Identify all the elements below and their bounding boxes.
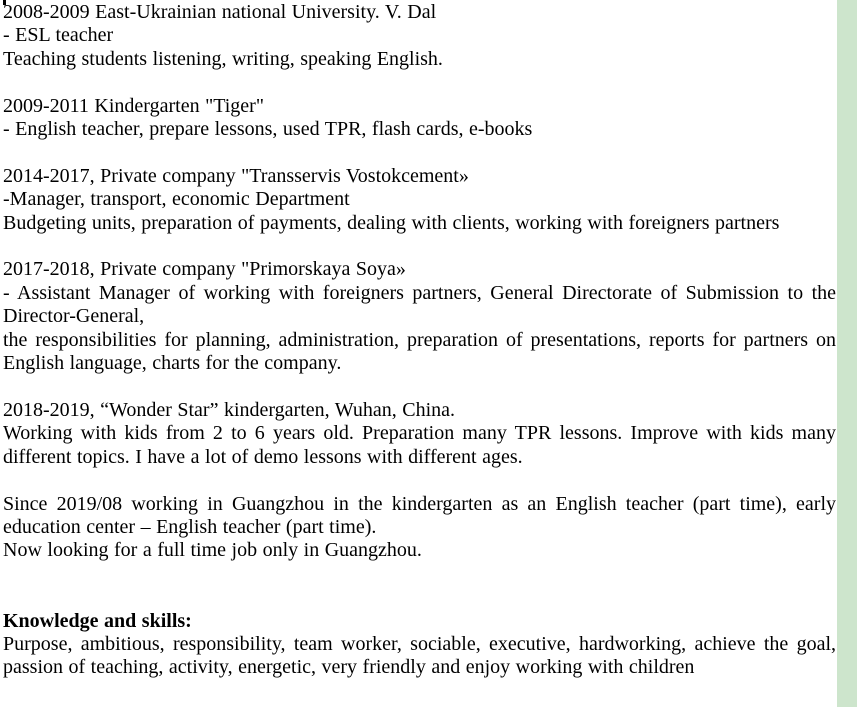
cv-paragraph: Teaching students listening, writing, speaking English. xyxy=(3,47,443,70)
cv-paragraph: Now looking for a full time job only in Guangzhou. xyxy=(3,539,422,562)
cv-paragraph: - Assistant Manager of working with foreigners partners, General Directorate of Submission to the Director-General, xyxy=(3,281,836,328)
empty-line xyxy=(3,586,836,609)
cv-paragraph: Since 2019/08 working in Guangzhou in the kindergarten as an English teacher (part time), early education center – English teacher (part time). xyxy=(3,492,836,538)
document-body xyxy=(3,1,836,680)
empty-line xyxy=(3,141,836,164)
cv-paragraph: -Manager, transport, economic Department xyxy=(3,188,350,211)
cv-paragraph: Purpose, ambitious, responsibility, team worker, sociable, executive, hardworking, achieve the goal, passion of teaching, activity, energetic, very friendly and enjoy working with children xyxy=(3,632,836,679)
cv-paragraph: - ESL teacher xyxy=(3,24,114,47)
empty-line xyxy=(3,71,836,94)
page-margin-strip xyxy=(837,0,857,707)
cv-paragraph: 2017-2018, Private company "Primorskaya Soya» xyxy=(3,258,406,281)
cv-paragraph: 2018-2019, “Wonder Star” kindergarten, Wuhan, China. xyxy=(3,398,456,421)
cv-paragraph: 2014-2017, Private company "Transservis Vostokcement» xyxy=(3,164,469,187)
empty-line xyxy=(3,563,836,586)
empty-line xyxy=(3,469,836,492)
cv-paragraph: - English teacher, prepare lessons, used TPR, flash cards, e-books xyxy=(3,118,533,141)
empty-line xyxy=(3,376,836,399)
empty-line xyxy=(3,235,836,258)
cv-paragraph: Knowledge and skills: xyxy=(3,609,192,632)
cv-paragraph: Budgeting units, preparation of payments, dealing with clients, working with foreigners partners xyxy=(3,211,780,234)
cv-paragraph: 2008-2009 East-Ukrainian national University. V. Dal xyxy=(3,1,437,23)
cv-paragraph: Working with kids from 2 to 6 years old. Preparation many TPR lessons. Improve with kids many different topics. I have a lot of demo lessons with different ages. xyxy=(3,422,836,468)
cv-paragraph: the responsibilities for planning, administration, preparation of presentations, reports for partners on English language, charts for the company. xyxy=(3,328,836,375)
cv-paragraph: 2009-2011 Kindergarten "Tiger" xyxy=(3,94,264,117)
